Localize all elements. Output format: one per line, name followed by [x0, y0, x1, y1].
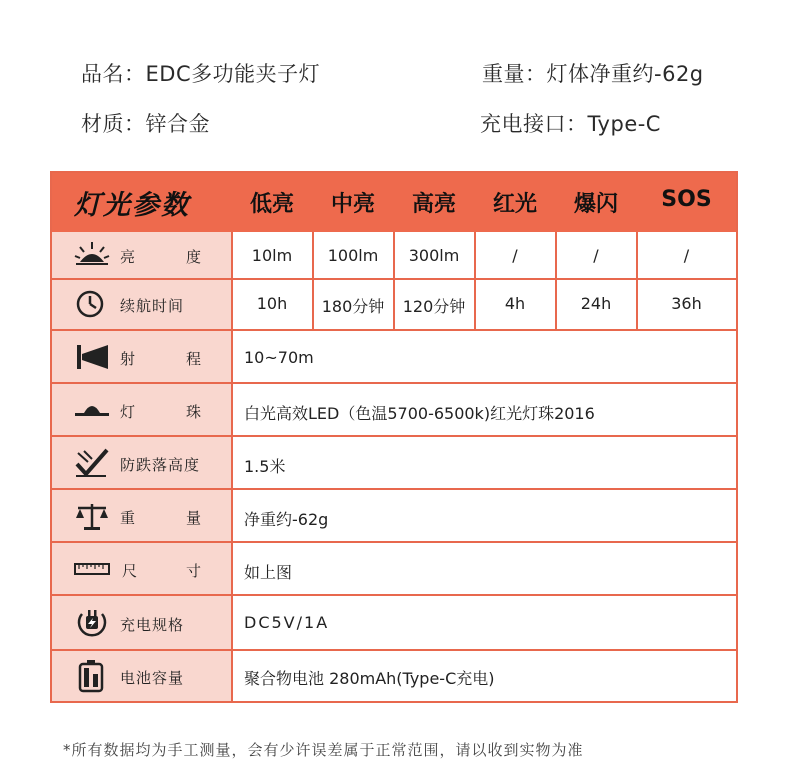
runtime-medium: 180分钟	[321, 297, 385, 316]
material-label: 材质：	[81, 112, 146, 136]
footnote: *所有数据均为手工测量，会有少许误差属于正常范围，请以收到实物为准	[63, 741, 584, 759]
runtime-strobe: 24h	[580, 294, 612, 313]
battery-icon	[74, 659, 110, 693]
battery-label: 电池容量	[120, 669, 185, 687]
runtime-label: 续航时间	[120, 297, 185, 315]
mode-strobe: 爆闪	[573, 192, 618, 217]
brightness-low: 10lm	[251, 246, 293, 265]
clock-icon	[74, 289, 110, 319]
table-row	[52, 331, 736, 382]
brightness-high: 300lm	[408, 246, 460, 265]
size-value: 如上图	[244, 563, 293, 582]
runtime-sos: 36h	[671, 294, 702, 313]
material-value: 锌合金	[145, 112, 210, 136]
table-row	[52, 490, 736, 541]
material-info	[81, 108, 210, 138]
charging-label: 充电规格	[120, 616, 185, 634]
charge-port-label: 充电接口：	[480, 112, 588, 136]
divider	[474, 232, 476, 330]
weight-info	[482, 58, 704, 88]
ruler-icon	[74, 554, 110, 584]
scale-icon	[74, 501, 110, 531]
table-row	[52, 651, 736, 701]
charging-value: DC5V/1A	[244, 613, 330, 632]
brightness-red: /	[512, 246, 518, 265]
size-label: 尺 寸	[122, 562, 202, 580]
brightness-sos: /	[683, 246, 690, 265]
range-label: 射 程	[120, 350, 202, 368]
divider	[636, 232, 638, 330]
led-label: 灯 珠	[120, 403, 202, 421]
weight-label: 重量：	[482, 62, 547, 86]
weight-value: 灯体净重约-62g	[546, 62, 704, 86]
table-title: 灯光参数	[74, 190, 190, 221]
product-name-value: EDC多功能夹子灯	[145, 62, 321, 86]
table-row	[52, 384, 736, 435]
mode-low: 低亮	[249, 192, 294, 217]
divider	[555, 232, 557, 330]
runtime-red: 4h	[504, 294, 526, 313]
drop-proof-icon	[74, 448, 110, 478]
mode-sos: SOS	[661, 187, 712, 212]
brightness-strobe: /	[593, 246, 599, 265]
weight-row-label: 重 量	[120, 509, 202, 527]
sun-icon	[74, 240, 110, 270]
table-row	[52, 437, 736, 488]
divider	[393, 232, 395, 330]
range-value: 10~70m	[244, 348, 314, 367]
divider	[312, 232, 314, 330]
mode-medium: 中亮	[330, 192, 375, 217]
battery-value: 聚合物电池 280mAh(Type-C充电)	[244, 669, 495, 688]
drop-height-value: 1.5米	[244, 457, 286, 476]
spec-table	[50, 171, 738, 703]
drop-height-label: 防跌落高度	[120, 456, 201, 474]
charge-port-value: Type-C	[587, 112, 661, 136]
brightness-medium: 100lm	[327, 246, 379, 265]
charge-port-info	[480, 108, 661, 138]
table-row	[52, 596, 736, 649]
mode-high: 高亮	[411, 192, 456, 217]
runtime-low: 10h	[256, 294, 288, 313]
product-name	[81, 58, 320, 88]
runtime-high: 120分钟	[402, 297, 466, 316]
divider	[231, 232, 233, 330]
led-icon	[74, 395, 110, 425]
charging-icon	[74, 606, 110, 640]
divider	[231, 331, 233, 703]
beam-icon	[74, 342, 110, 372]
led-value: 白光高效LED（色温5700-6500k)红光灯珠2016	[244, 404, 595, 423]
table-row	[52, 543, 736, 594]
weight-row-value: 净重约-62g	[244, 510, 329, 529]
table-header	[52, 173, 736, 232]
product-name-label: 品名：	[81, 62, 146, 86]
brightness-label: 亮 度	[120, 248, 202, 266]
mode-red: 红光	[492, 192, 537, 217]
